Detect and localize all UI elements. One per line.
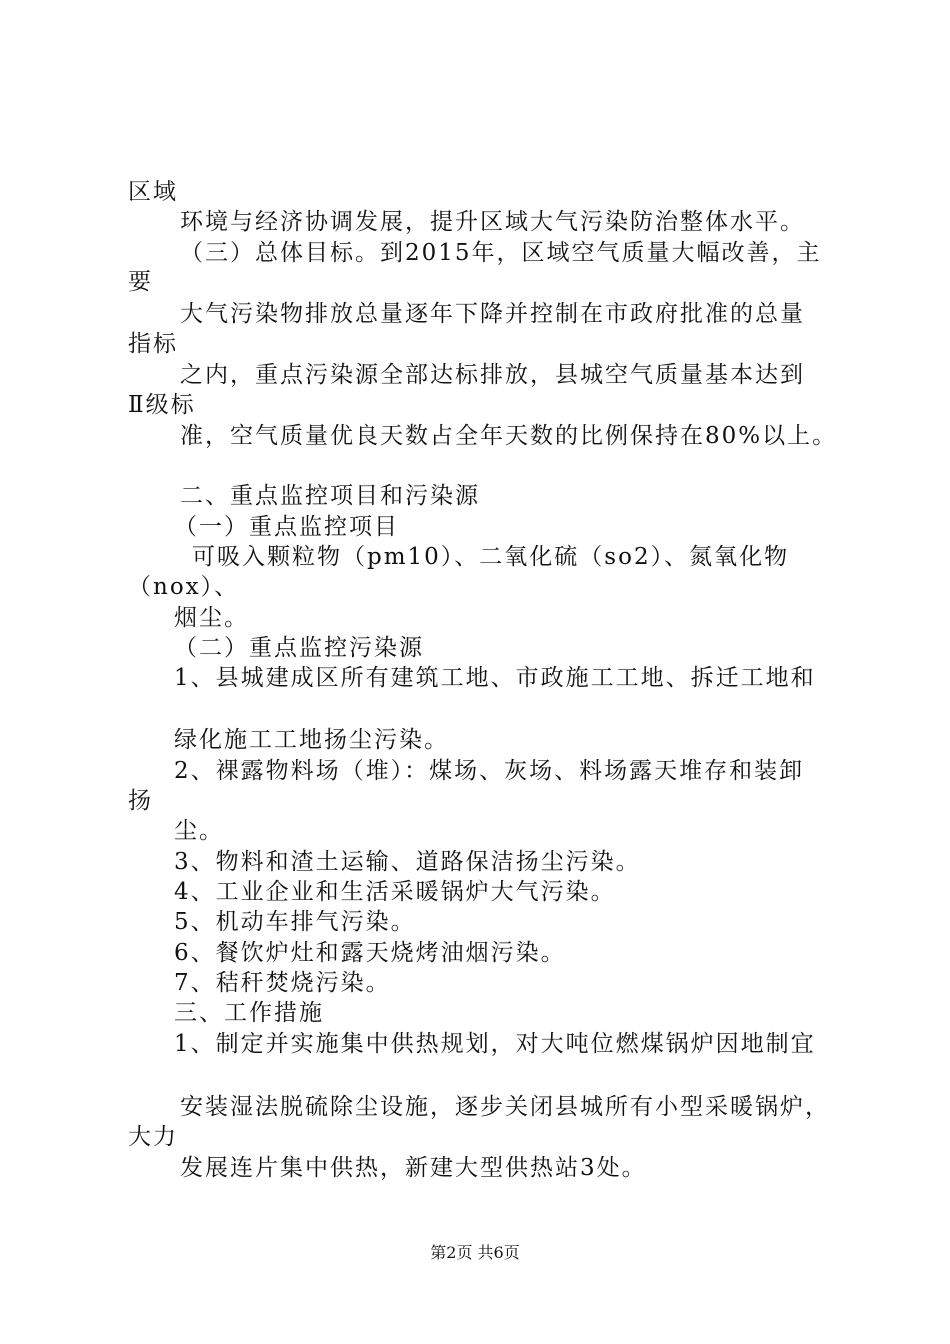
text-line: 区域 — [128, 179, 178, 205]
text-line: 准，空气质量优良天数占全年天数的比例保持在80%以上。 — [180, 423, 838, 449]
text-line: Ⅱ级标 — [128, 392, 196, 418]
subsection-heading: （一）重点监控项目 — [174, 514, 399, 540]
list-item: 1、制定并实施集中供热规划，对大吨位燃煤锅炉因地制宜 — [174, 1031, 816, 1057]
list-item: 3、物料和渣土运输、道路保洁扬尘污染。 — [174, 849, 641, 875]
text-line: 安装湿法脱硫除尘设施，逐步关闭县城所有小型采暖锅炉， — [180, 1094, 830, 1120]
text-line: 环境与经济协调发展，提升区域大气污染防治整体水平。 — [180, 209, 805, 235]
text-line: 大力 — [128, 1124, 178, 1150]
list-item: 4、工业企业和生活采暖锅炉大气污染。 — [174, 879, 616, 905]
subsection-heading: （二）重点监控污染源 — [174, 635, 424, 661]
section-heading: 三、工作措施 — [174, 1000, 324, 1026]
page-footer: 第2页 共6页 — [430, 1243, 520, 1262]
text-line: 可吸入颗粒物（pm10）、二氧化硫（so2）、氮氧化物 — [192, 544, 790, 570]
section-heading: 二、重点监控项目和污染源 — [180, 483, 480, 509]
text-line: 扬 — [128, 788, 153, 814]
list-item: 2、裸露物料场（堆）：煤场、灰场、料场露天堆存和装卸 — [174, 758, 805, 784]
list-item: 1、县城建成区所有建筑工地、市政施工工地、拆迁工地和 — [174, 665, 816, 691]
text-line: 发展连片集中供热，新建大型供热站3处。 — [180, 1155, 647, 1181]
text-line: （三）总体目标。到2015年，区域空气质量大幅改善，主 — [180, 240, 822, 266]
text-line: （nox）、 — [128, 574, 240, 600]
text-line: 指标 — [128, 331, 178, 357]
list-item: 5、机动车排气污染。 — [174, 909, 416, 935]
text-line: 大气污染物排放总量逐年下降并控制在市政府批准的总量 — [180, 301, 805, 327]
text-line: 尘。 — [174, 818, 224, 844]
text-line: 之内，重点污染源全部达标排放，县城空气质量基本达到 — [180, 362, 805, 388]
text-line: 绿化施工工地扬尘污染。 — [174, 727, 449, 753]
text-line: 烟尘。 — [174, 605, 249, 631]
list-item: 6、餐饮炉灶和露天烧烤油烟污染。 — [174, 940, 566, 966]
list-item: 7、秸秆焚烧污染。 — [174, 970, 391, 996]
text-line: 要 — [128, 269, 153, 295]
